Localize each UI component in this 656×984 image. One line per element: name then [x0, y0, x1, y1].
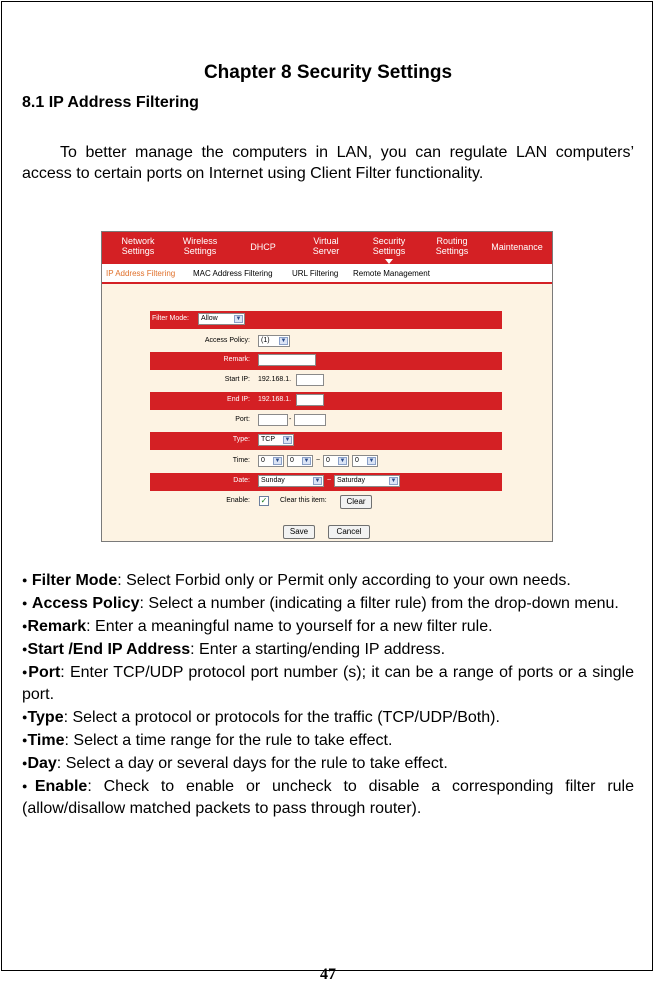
time-label: Time:: [232, 457, 250, 464]
start-ip-prefix: 192.168.1.: [258, 376, 292, 383]
date-to-select[interactable]: Saturday ▼: [334, 475, 400, 487]
access-policy-row: [150, 333, 502, 351]
chevron-down-icon: ▼: [274, 458, 281, 464]
section-title: 8.1 IP Address Filtering: [22, 94, 199, 111]
cancel-button[interactable]: Cancel: [328, 525, 370, 539]
port-label: Port:: [235, 416, 250, 423]
nav-routing-settings[interactable]: Routing Settings: [435, 236, 469, 256]
chevron-down-icon: ▼: [284, 437, 291, 443]
filter-mode-select[interactable]: Allow ▼: [198, 313, 245, 325]
chevron-down-icon: ▼: [339, 458, 346, 464]
router-screenshot: [101, 231, 553, 542]
subnav-remote-management[interactable]: Remote Management: [353, 269, 430, 278]
date-separator: ~: [327, 477, 332, 484]
intro-paragraph: [22, 142, 634, 184]
enable-checkbox[interactable]: ✓: [260, 496, 268, 505]
type-row: [150, 432, 502, 450]
enable-row: [150, 493, 502, 511]
access-policy-select[interactable]: (1) ▼: [258, 335, 290, 347]
bullet-time: ●Time: Select a time range for the rule to take effect.: [22, 732, 393, 749]
type-label: Type:: [232, 436, 250, 443]
clear-item-label: Clear this item:: [280, 497, 327, 504]
bullet-filter-mode: ● Filter Mode: Select Forbid only or Permit only according to your own needs.: [22, 572, 571, 589]
bullet-day: ●Day: Select a day or several days for the rule to take effect.: [22, 755, 448, 772]
remark-input[interactable]: [258, 354, 316, 366]
time-end-hour-select[interactable]: 0 ▼: [323, 455, 349, 467]
access-policy-label: Access Policy:: [204, 337, 250, 344]
nav-wireless-settings[interactable]: Wireless Settings: [182, 236, 218, 256]
port-end-input[interactable]: [294, 414, 326, 426]
date-label: Date:: [233, 477, 250, 484]
subnav-mac-address-filtering[interactable]: MAC Address Filtering: [193, 269, 273, 278]
bullet-icon: ●: [22, 735, 28, 745]
bullet-icon: ●: [22, 598, 28, 608]
chapter-title: Chapter 8 Security Settings: [203, 62, 453, 83]
time-start-minute-select[interactable]: 0 ▼: [287, 455, 313, 467]
clear-button[interactable]: Clear: [340, 495, 372, 509]
bullet-start-end-ip: ●Start /End IP Address: Enter a starting/ending IP address.: [22, 641, 446, 658]
bullet-list: [22, 569, 634, 820]
remark-label: Remark:: [223, 356, 250, 363]
chevron-down-icon: ▼: [235, 316, 242, 322]
nav-security-settings[interactable]: Security Settings: [368, 236, 410, 256]
bullet-icon: ●: [22, 667, 29, 677]
time-end-minute-select[interactable]: 0 ▼: [352, 455, 378, 467]
port-start-input[interactable]: [258, 414, 288, 426]
save-button[interactable]: Save: [283, 525, 315, 539]
start-ip-input[interactable]: [296, 374, 324, 386]
port-separator: -: [289, 416, 292, 423]
chevron-down-icon: ▼: [314, 478, 321, 484]
end-ip-input[interactable]: [296, 394, 324, 406]
nav-dhcp[interactable]: DHCP: [250, 242, 276, 252]
nav-network-settings[interactable]: Network Settings: [121, 236, 155, 256]
enable-label: Enable:: [226, 497, 250, 504]
sub-nav: [102, 264, 552, 284]
time-start-hour-select[interactable]: 0 ▼: [258, 455, 284, 467]
date-row: [150, 473, 502, 491]
bullet-port: ●Port: Enter TCP/UDP protocol port number (s); it can be a range of ports or a single port.: [22, 664, 635, 703]
end-ip-row: [150, 392, 502, 410]
chevron-down-icon: ▼: [303, 458, 310, 464]
bullet-icon: ●: [22, 621, 28, 631]
subnav-ip-address-filtering[interactable]: IP Address Filtering: [106, 269, 176, 278]
bullet-enable: ●Enable: Check to enable or uncheck to disable a corresponding filter rule (allow/disallow matched packets to pass through router).: [22, 778, 635, 817]
chevron-down-icon: ▼: [390, 478, 397, 484]
time-row: [150, 453, 502, 471]
remark-row: [150, 352, 502, 370]
subnav-url-filtering[interactable]: URL Filtering: [292, 269, 339, 278]
chevron-down-icon: ▼: [368, 458, 375, 464]
chevron-down-icon: ▼: [280, 338, 287, 344]
filter-mode-row: [150, 311, 502, 329]
bullet-icon: ●: [22, 758, 28, 768]
port-row: [150, 412, 502, 430]
end-ip-prefix: 192.168.1.: [258, 396, 292, 403]
bullet-access-policy: ● Access Policy: Select a number (indicating a filter rule) from the drop-down menu.: [22, 595, 619, 612]
nav-virtual-server[interactable]: Virtual Server: [312, 236, 340, 256]
bullet-type: ●Type: Select a protocol or protocols for the traffic (TCP/UDP/Both).: [22, 709, 500, 726]
intro-text: To better manage the computers in LAN, you can regulate LAN computers’ access to certain ports on Internet using Client Filter functionality.: [22, 144, 634, 182]
nav-maintenance[interactable]: Maintenance: [491, 242, 543, 252]
top-nav: [102, 232, 552, 264]
date-from-select[interactable]: Sunday ▼: [258, 475, 324, 487]
start-ip-row: [150, 372, 502, 390]
bullet-icon: ●: [22, 712, 28, 722]
bullet-icon: ●: [22, 575, 28, 585]
bullet-remark: ●Remark: Enter a meaningful name to yourself for a new filter rule.: [22, 618, 493, 635]
bullet-icon: ●: [22, 644, 28, 654]
end-ip-label: End IP:: [227, 396, 250, 403]
bullet-icon: ●: [22, 781, 35, 791]
page-number: 47: [320, 966, 336, 983]
filter-mode-label: Filter Mode:: [152, 315, 189, 322]
time-separator: ~: [316, 457, 321, 464]
start-ip-label: Start IP:: [224, 376, 250, 383]
type-select[interactable]: TCP ▼: [258, 434, 294, 446]
